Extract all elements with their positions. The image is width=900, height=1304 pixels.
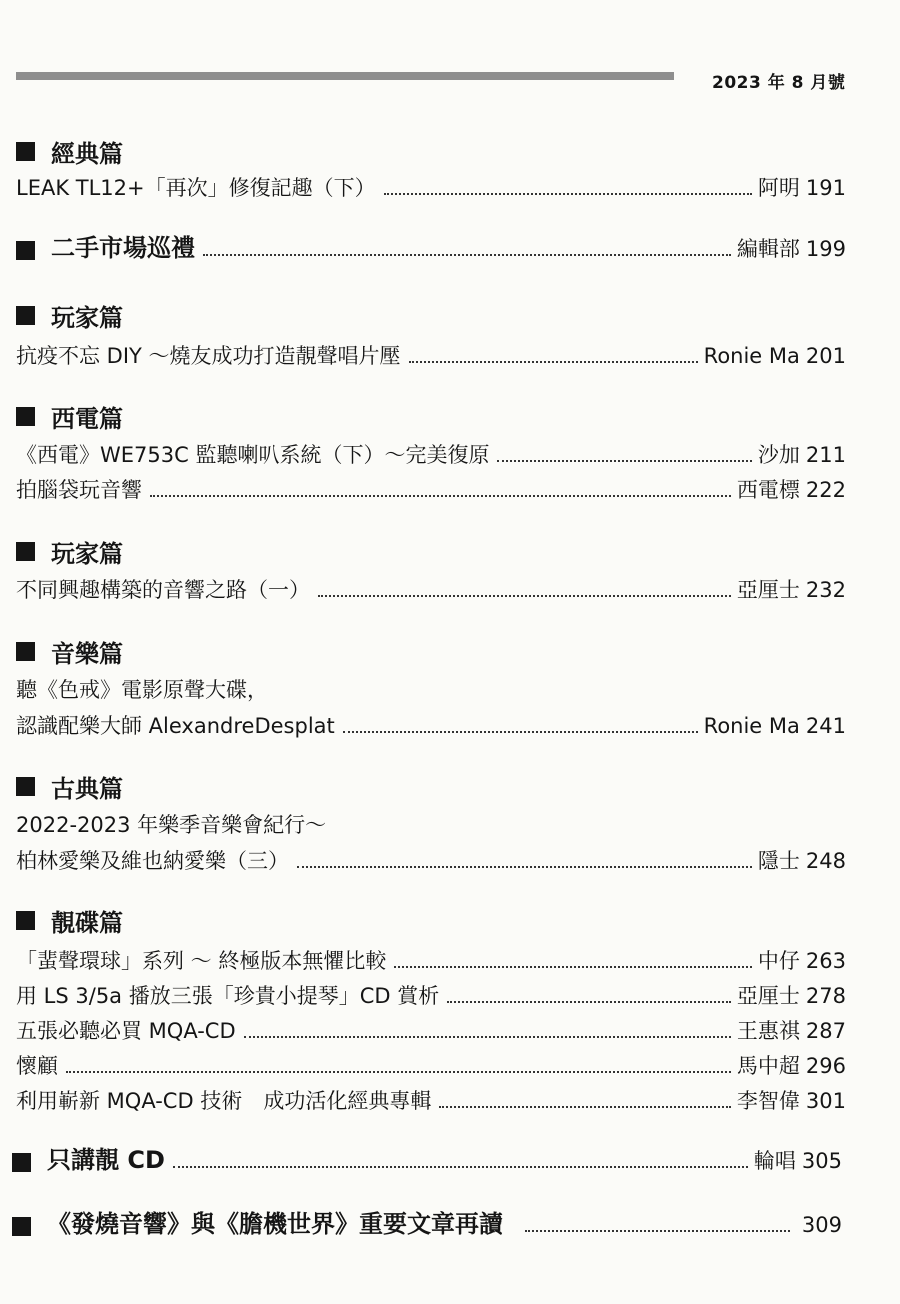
toc-entry-season-line[interactable]: 2022-2023 年樂季音樂會紀行～ [16, 813, 327, 837]
section-title: 二手市場巡禮 [51, 234, 195, 262]
toc-entry-mqa-new[interactable] [16, 1091, 846, 1112]
section-heading-classic [16, 134, 123, 169]
entry-page: 199 [805, 237, 846, 261]
entry-page: 241 [805, 714, 846, 738]
dot-leader [384, 193, 752, 195]
entry-author: 沙加 [757, 443, 800, 467]
section-heading-music [16, 634, 123, 669]
entry-author: Ronie Ma [703, 714, 800, 738]
square-bullet-icon [16, 306, 35, 325]
entry-author: Ronie Ma [703, 344, 800, 368]
entry-page: 222 [805, 478, 846, 502]
dot-leader [447, 1001, 731, 1003]
entry-author: 王惠祺 [736, 1019, 800, 1043]
toc-entry-diy[interactable] [16, 346, 846, 367]
toc-entry-ls35a[interactable] [16, 986, 846, 1007]
section-heading-disc [16, 903, 123, 938]
entry-title: LEAK TL12+「再次」修復記趣（下） [16, 176, 376, 200]
section-title: 《發燒音響》與《膽機世界》重要文章再讀 [47, 1210, 503, 1238]
square-bullet-icon [16, 407, 35, 426]
dot-leader [244, 1036, 731, 1038]
toc-entry-mqa5[interactable] [16, 1021, 846, 1042]
section-heading-classical [16, 769, 123, 804]
square-bullet-icon [16, 911, 35, 930]
entry-author: 輪唱 [753, 1149, 796, 1173]
entry-title: 懷顧 [16, 1054, 58, 1078]
dot-leader [173, 1166, 748, 1168]
square-bullet-icon [16, 241, 35, 260]
section-title: 靚碟篇 [51, 909, 123, 937]
square-bullet-icon [12, 1153, 31, 1172]
section-entry-cd[interactable] [12, 1148, 842, 1172]
dot-leader [394, 966, 752, 968]
entry-author: 亞厘士 [736, 984, 800, 1008]
toc-entry-berlin[interactable] [16, 851, 846, 872]
toc-entry-nostalgia[interactable] [16, 1056, 846, 1077]
dot-leader [343, 731, 698, 733]
square-bullet-icon [12, 1217, 31, 1236]
section-heading-player-2 [16, 534, 123, 569]
square-bullet-icon [16, 642, 35, 661]
dot-leader [318, 595, 731, 597]
section-heading-player-1 [16, 298, 123, 333]
entry-page: 211 [805, 443, 846, 467]
toc-entry-desplat[interactable] [16, 716, 846, 737]
entry-author: 阿明 [757, 176, 800, 200]
entry-author: 西電標 [736, 478, 800, 502]
section-title: 只講靚 CD [47, 1146, 165, 1174]
toc-entry-leak[interactable] [16, 178, 846, 199]
dot-leader [525, 1230, 790, 1232]
entry-page: 263 [805, 949, 846, 973]
header-rule [16, 72, 674, 80]
dot-leader [439, 1106, 731, 1108]
entry-title: 用 LS 3/5a 播放三張「珍貴小提琴」CD 賞析 [16, 984, 440, 1008]
entry-page: 305 [801, 1149, 842, 1173]
dot-leader [297, 866, 752, 868]
entry-title: 拍腦袋玩音響 [16, 478, 142, 502]
toc-entry-brain[interactable] [16, 480, 846, 501]
entry-page: 248 [805, 849, 846, 873]
dot-leader [66, 1071, 731, 1073]
section-entry-market[interactable] [16, 236, 846, 260]
section-title: 古典篇 [51, 775, 123, 803]
entry-author: 李智偉 [736, 1089, 800, 1113]
entry-page: 287 [805, 1019, 846, 1043]
entry-title: 利用嶄新 MQA-CD 技術 成功活化經典專輯 [16, 1089, 432, 1113]
entry-page: 301 [805, 1089, 846, 1113]
section-title: 玩家篇 [51, 540, 123, 568]
section-entry-reread[interactable] [12, 1212, 842, 1236]
dot-leader [409, 361, 698, 363]
entry-title: 五張必聽必買 MQA-CD [16, 1019, 236, 1043]
entry-page: 201 [805, 344, 846, 368]
section-title: 音樂篇 [51, 640, 123, 668]
square-bullet-icon [16, 142, 35, 161]
toc-entry-we753c[interactable] [16, 445, 846, 466]
entry-author: 隱士 [757, 849, 800, 873]
toc-entry-lust-line[interactable]: 聽《色戒》電影原聲大碟， [16, 678, 268, 702]
entry-author: 中仔 [757, 949, 800, 973]
entry-title: 不同興趣構築的音響之路（一） [16, 578, 310, 602]
entry-page: 191 [805, 176, 846, 200]
square-bullet-icon [16, 777, 35, 796]
section-title: 西電篇 [51, 405, 123, 433]
entry-page: 296 [805, 1054, 846, 1078]
entry-author: 編輯部 [736, 237, 800, 261]
toc-entry-global[interactable] [16, 951, 846, 972]
entry-title: 柏林愛樂及維也納愛樂（三） [16, 849, 289, 873]
entry-page: 278 [805, 984, 846, 1008]
toc-entry-road[interactable] [16, 580, 846, 601]
section-title: 玩家篇 [51, 304, 123, 332]
entry-page: 232 [805, 578, 846, 602]
entry-title: 認識配樂大師 AlexandreDesplat [16, 714, 335, 738]
entry-author: 馬中超 [736, 1054, 800, 1078]
entry-page: 309 [801, 1213, 842, 1237]
entry-title: 《西電》WE753C 監聽喇叭系統（下）～完美復原 [16, 443, 490, 467]
dot-leader [203, 254, 731, 256]
dot-leader [150, 495, 731, 497]
section-heading-western-electric [16, 399, 123, 434]
issue-date: 2023 年 8 月號 [712, 73, 846, 93]
entry-title: 抗疫不忘 DIY ～燒友成功打造靚聲唱片壓 [16, 344, 401, 368]
section-title: 經典篇 [51, 140, 123, 168]
dot-leader [497, 460, 751, 462]
entry-title: 「蜚聲環球」系列 ～ 終極版本無懼比較 [16, 949, 387, 973]
square-bullet-icon [16, 542, 35, 561]
entry-author: 亞厘士 [736, 578, 800, 602]
